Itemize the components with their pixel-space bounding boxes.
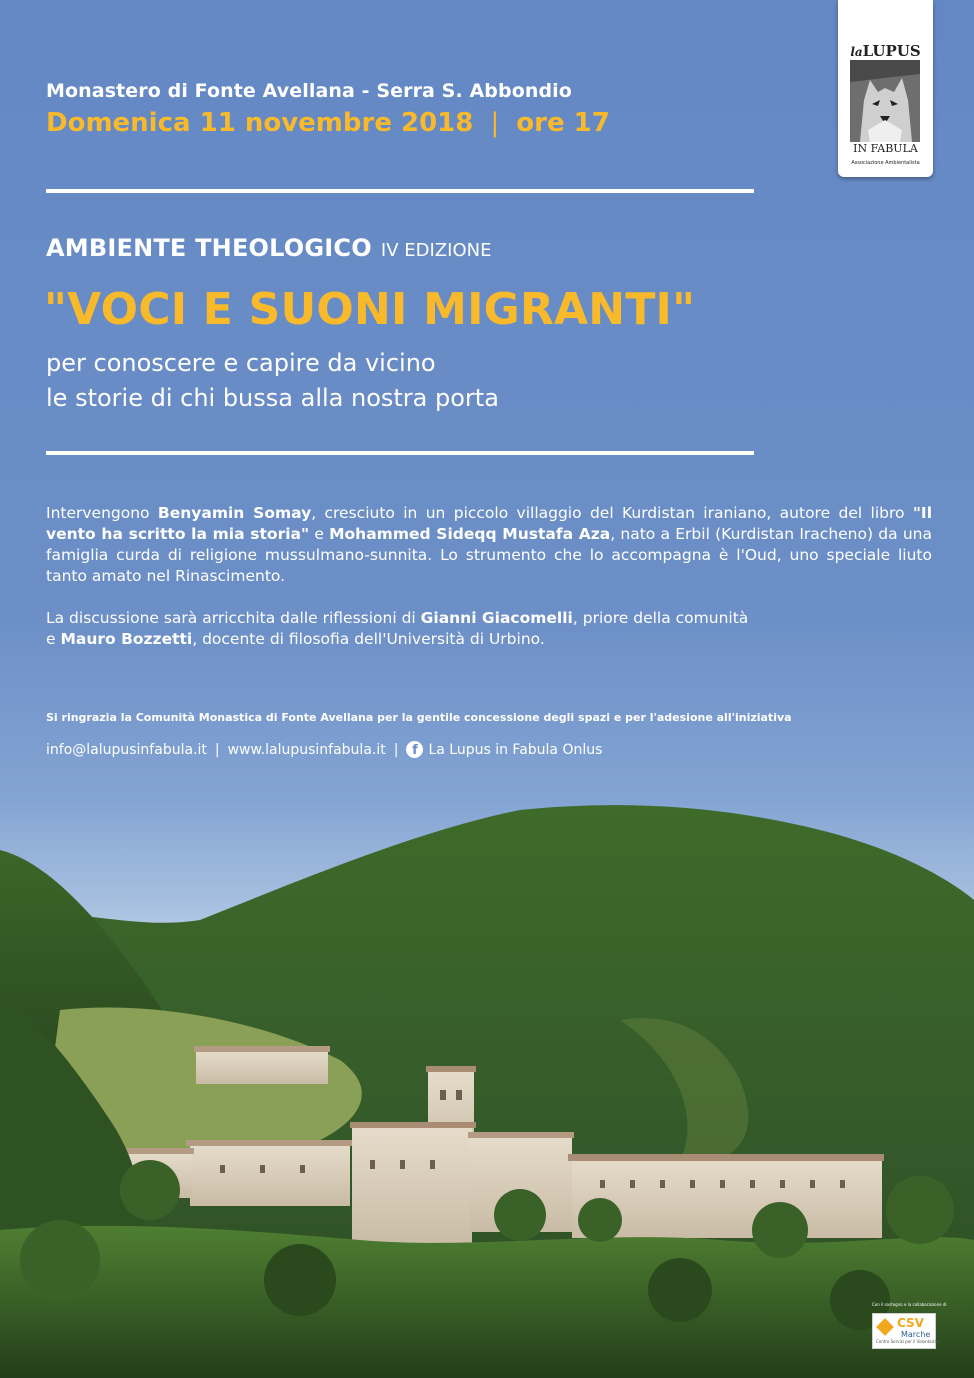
text-run: , priore della comunità bbox=[572, 609, 749, 627]
speaker-name: Gianni Giacomelli bbox=[420, 609, 573, 627]
divider-top bbox=[46, 189, 754, 193]
event-time: ore 17 bbox=[516, 108, 610, 138]
csv-mark-icon bbox=[876, 1318, 894, 1336]
website-link[interactable]: www.lalupusinfabula.it bbox=[227, 741, 386, 758]
csv-subtitle: Centro Servizi per il Volontariato bbox=[876, 1339, 941, 1344]
email-link[interactable]: info@lalupusinfabula.it bbox=[46, 741, 207, 758]
paragraph-discussion bbox=[46, 608, 932, 650]
text-run: , nato a Erbil (Kurdistan Iracheno) da una famiglia curda di religione mussulmano-sunnita. Lo strumento che lo accompagna è l'Oud, uno speciale liuto tanto amato nel Rinascimento. bbox=[46, 525, 933, 585]
logo-wordmark bbox=[838, 42, 933, 60]
book-title: "Il vento ha scritto la mia storia" bbox=[46, 504, 933, 543]
text-run: , cresciuto in un piccolo villaggio del Kurdistan iraniano, autore del libro bbox=[311, 504, 913, 522]
speaker-name: Mauro Bozzetti bbox=[60, 630, 193, 648]
event-description bbox=[46, 503, 932, 650]
csv-name: CSV bbox=[897, 1316, 924, 1330]
date-separator: | bbox=[490, 108, 500, 138]
speaker-name: Benyamin Somay bbox=[157, 504, 312, 522]
contact-separator: | bbox=[393, 741, 399, 758]
event-title: "VOCI E SUONI MIGRANTI" bbox=[44, 284, 696, 335]
event-subtitle bbox=[46, 346, 499, 416]
acknowledgement: Si ringrazia la Comunità Monastica di Fonte Avellana per la gentile concessione degli spazi e per l'adesione all'iniziativa bbox=[46, 711, 792, 724]
csv-region: Marche bbox=[901, 1330, 931, 1339]
text-run: La discussione sarà arricchita dalle riflessioni di bbox=[46, 609, 421, 627]
text-run: e bbox=[46, 630, 61, 648]
speaker-name: Mohammed Sideqq Mustafa Aza bbox=[329, 525, 611, 543]
event-date: Domenica 11 novembre 2018 bbox=[46, 108, 474, 138]
lupus-logo bbox=[838, 0, 933, 177]
csv-marche-logo bbox=[872, 1313, 941, 1349]
facebook-icon: f bbox=[406, 741, 423, 758]
facebook-link[interactable]: La Lupus in Fabula Onlus bbox=[428, 741, 603, 758]
text-run: , docente di filosofia dell'Università di Urbino. bbox=[192, 630, 545, 648]
csv-note: Con il sostegno e la collaborazione di bbox=[872, 1302, 947, 1307]
text-run: e bbox=[309, 525, 330, 543]
subtitle-line-1: per conoscere e capire da vicino bbox=[46, 349, 436, 377]
series-name: AMBIENTE THEOLOGICO bbox=[46, 234, 372, 262]
contact-separator: | bbox=[214, 741, 220, 758]
venue: Monastero di Fonte Avellana - Serra S. Abbondio bbox=[46, 80, 572, 102]
date-line bbox=[46, 108, 610, 138]
divider-bottom bbox=[46, 451, 754, 455]
contacts bbox=[46, 741, 602, 758]
edition-heading bbox=[46, 234, 491, 262]
edition-number: IV EDIZIONE bbox=[380, 240, 492, 261]
monastery-landscape-image bbox=[0, 760, 974, 1378]
paragraph-speakers bbox=[46, 503, 932, 587]
text-run: Intervengono bbox=[46, 504, 158, 522]
logo-subtitle: Associazione Ambientalista bbox=[851, 160, 920, 166]
subtitle-line-2: le storie di chi bussa alla nostra porta bbox=[46, 384, 499, 412]
logo-prefix: la bbox=[850, 45, 863, 59]
logo-tagline: IN FABULA bbox=[853, 142, 918, 155]
wolf-icon bbox=[850, 60, 920, 142]
logo-name: LUPUS bbox=[862, 42, 921, 60]
